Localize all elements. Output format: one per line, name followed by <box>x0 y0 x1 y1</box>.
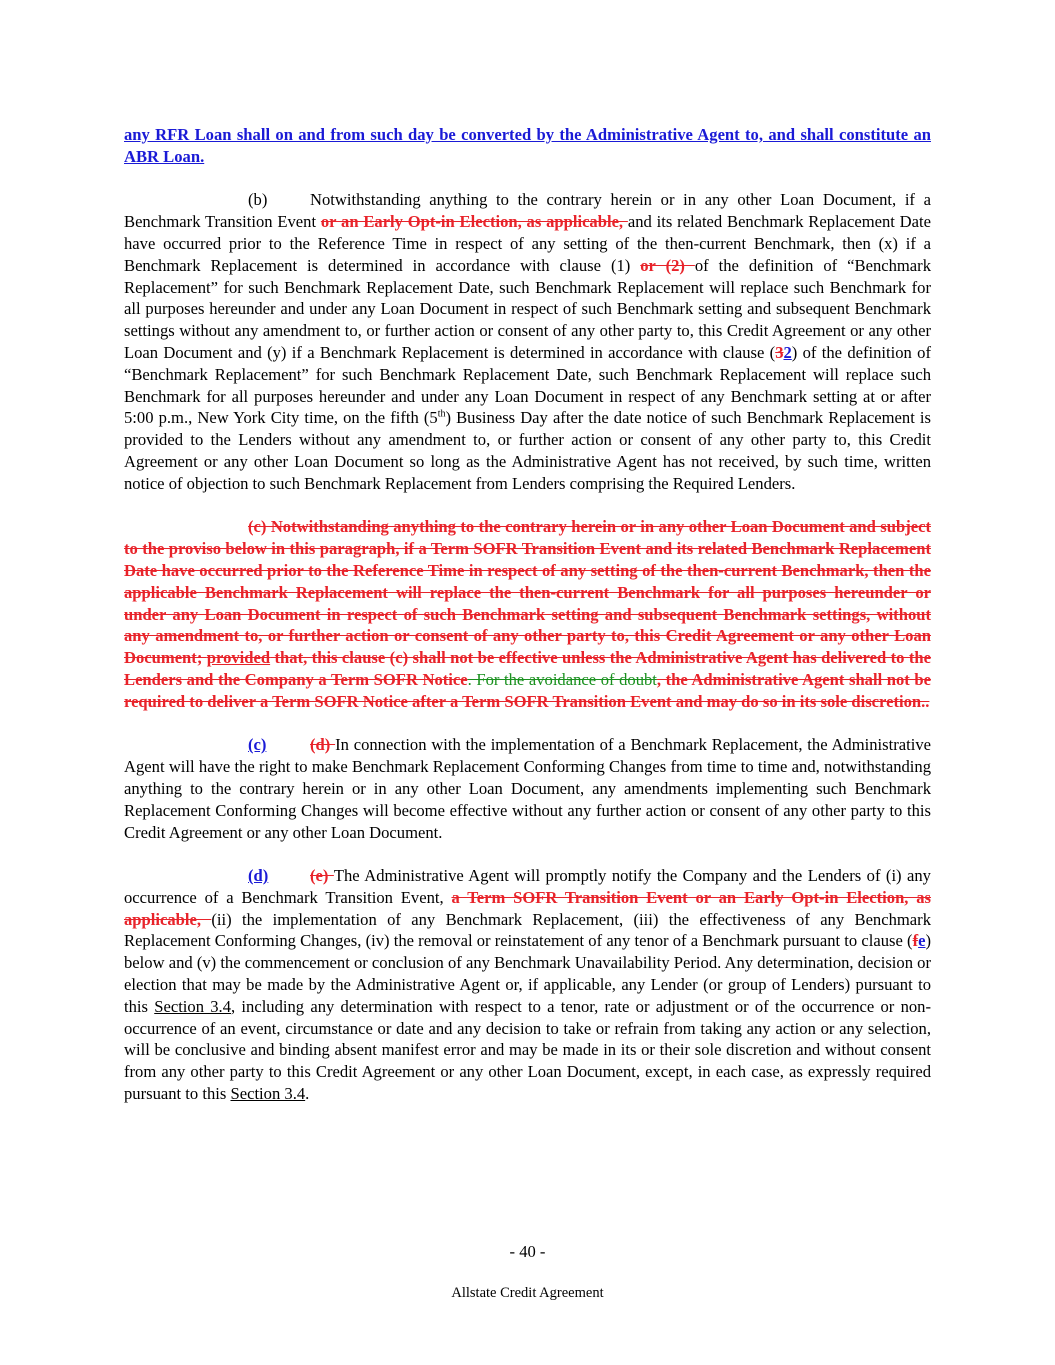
deleted-clause-label: (d) <box>310 735 336 755</box>
inserted-text: e <box>918 931 926 951</box>
deleted-clause-label: (e) <box>310 866 334 886</box>
body-text: and its related Benchmark Replacement Date have occurred prior to the Reference Time in respect of any setting of the then-current Benchmark, then (x) if a Benchmark Replacement is determined in accordance with clause (1) <box>124 212 931 275</box>
deleted-text: or an Early Opt-in Election, as applicable, <box>320 212 628 232</box>
body-text: The Administrative Agent will promptly notify the Company and the Lenders of (i) any occurrence of a Benchmark Transition Event, <box>124 866 931 907</box>
inserted-clause-label: (c) <box>248 735 267 755</box>
inserted-clause-label: (d) <box>248 866 269 886</box>
paragraph-a-continuation <box>124 124 931 168</box>
paragraph-c-deleted <box>124 516 931 712</box>
inserted-text: 2 <box>783 342 792 362</box>
body-text: (ii) the implementation of any Benchmark Replacement, (iii) the effectiveness of any Benchmark Replacement Conforming Changes, (iv) the removal or reinstatement of any tenor of a Benchmark pursuant to clause ( <box>124 909 931 951</box>
body-text: Notwithstanding anything to the contrary herein or in any other Loan Document, if a Benchmark Transition Event <box>124 190 931 232</box>
body-text: ) Business Day after the date notice of such Benchmark Replacement is provided to the Lenders without any amendment to, or further action or consent of any other party to, this Credit Agreement or any other Loan Document so long as the Administrative Agent has not received, by such time, written notice of objection to such Benchmark Replacement from Lenders comprising the Required Lenders. <box>124 408 931 493</box>
section-reference: Section 3.4 <box>230 1084 306 1104</box>
body-text: of the definition of “Benchmark Replacement” for such Benchmark Replacement Date, such Benchmark Replacement will replace such Benchmark for all purposes hereunder and under any Loan Document in respect of such Benchmark setting and subsequent Benchmark settings without any amendment to, or further action or consent of any other party to, this Credit Agreement or any other Loan Document and (y) if a Benchmark Replacement is determined in accordance with clause ( <box>124 255 931 362</box>
superscript: th <box>437 408 446 420</box>
deleted-text: (c) Notwithstanding anything to the contrary herein or in any other Loan Document and subject to the proviso below in this paragraph, if a Term SOFR Transition Event and its related Benchmark Replacement Date have occurred prior to the Reference Time in respect of any setting of the then-current Benchmark, then the applicable Benchmark Replacement will replace the then-current Benchmark for all purposes hereunder or under any Loan Document in respect of such Benchmark setting and subsequent Benchmark settings, without any amendment to, or further action or consent of any other party to, this Credit Agreement or any other Loan Document; <box>124 517 931 668</box>
clause-label: (b) <box>248 190 268 210</box>
body-text: , including any determination with respect to a tenor, rate or adjustment or of the occurrence or non-occurrence of an event, circumstance or date and any decision to take or refrain from taking any action or any selection, will be conclusive and binding absent manifest error and may be made in its or their sole discretion and without consent from any other party to this Credit Agreement or any other Loan Document, except, in each case, as expressly required pursuant to this <box>124 996 931 1104</box>
paragraph-d <box>124 865 931 1105</box>
moved-text: . For the avoidance of doubt <box>467 669 657 689</box>
body-text: In connection with the implementation of a Benchmark Replacement, the Administrative Agent will have the right to make Benchmark Replacement Conforming Changes from time to time and, notwithstanding anything to the contrary herein or in any other Loan Document, any amendments implementing such Benchmark Replacement Conforming Changes will become effective without any further action or consent of any other party to this Credit Agreement or any other Loan Document. <box>124 735 931 842</box>
paragraph-b <box>124 189 931 494</box>
document-footer-title: Allstate Credit Agreement <box>451 1285 604 1301</box>
deleted-text: 3 <box>775 342 784 362</box>
document-body <box>124 124 931 1105</box>
page-number: - 40 - <box>509 1242 546 1261</box>
inserted-text: any RFR Loan shall on and from such day be converted by the Administrative Agent to, and shall constitute an ABR Loan. <box>124 125 931 166</box>
body-text: ) below and (v) the commencement or conclusion of any Benchmark Unavailability Period. Any determination, decision or election that may be made by the Administrative Agent or, if applicable, any Lender (or group of Lenders) pursuant to this <box>124 931 931 1016</box>
deleted-text: f <box>912 931 919 951</box>
deleted-text: or (2) <box>640 255 695 275</box>
deleted-text: a Term SOFR Transition Event or an Early Opt-in Election, as applicable, <box>124 887 932 929</box>
section-reference: Section 3.4 <box>154 996 232 1016</box>
deleted-text: provided <box>206 648 271 668</box>
body-text: . <box>305 1084 310 1104</box>
body-text: ) of the definition of “Benchmark Replacement” for such Benchmark Replacement Date, such Benchmark Replacement will replace such Benchmark for all purposes hereunder and under any Loan Document in respect of any Benchmark setting at or after 5:00 p.m., New York City time, on the fifth (5 <box>124 342 931 428</box>
paragraph-c <box>124 734 931 843</box>
deleted-text: , the Administrative Agent shall not be required to deliver a Term SOFR Notice after a Term SOFR Transition Event and may do so in its sole discretion.. <box>124 669 931 711</box>
deleted-text: that, this clause (c) shall not be effective unless the Administrative Agent has delivered to the Lenders and the Company a Term SOFR Notice <box>124 648 932 689</box>
